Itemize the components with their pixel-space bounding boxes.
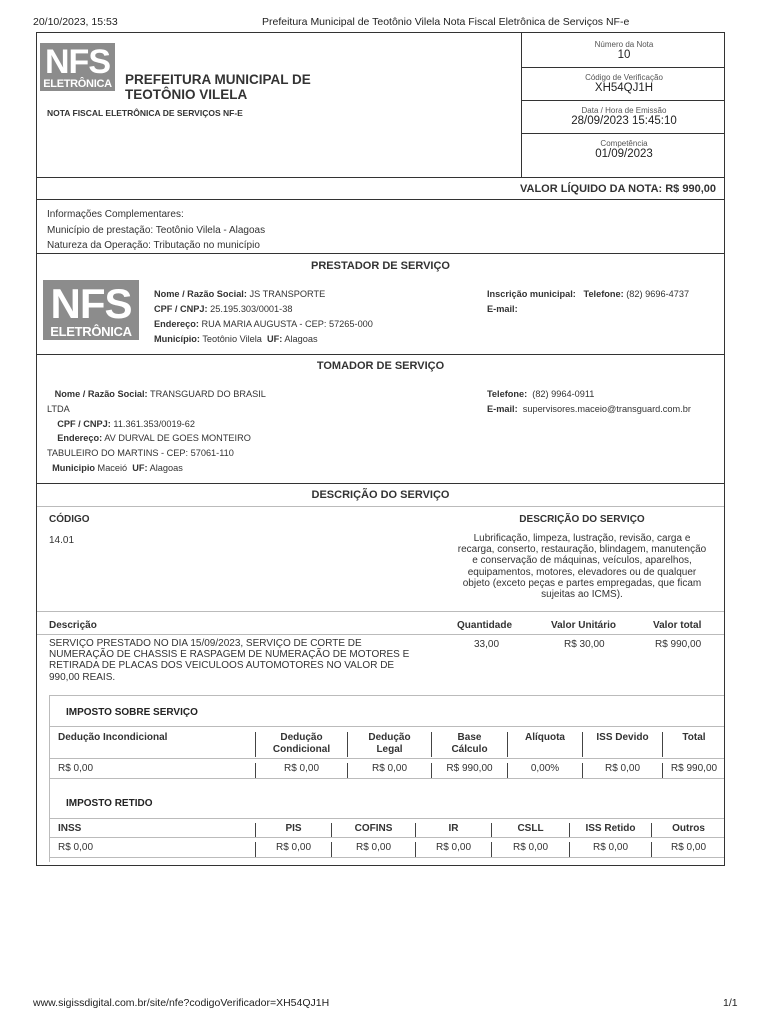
iss-value-4: 0,00% <box>507 763 582 778</box>
itens-quantidade-header: Quantidade <box>457 620 513 631</box>
iss-title: IMPOSTO SOBRE SERVIÇO <box>66 707 198 718</box>
codigo-verificacao: Código de Verificação XH54QJ1H <box>585 73 663 94</box>
iss-header-3: Base Cálculo <box>431 732 507 757</box>
item-valor-total: R$ 990,00 <box>655 639 702 650</box>
retido-header-6: Outros <box>651 823 725 837</box>
prestador-endereco: RUA MARIA AUGUSTA - CEP: 57265-000 <box>201 319 373 329</box>
numero-nota: Número da Nota 10 <box>594 40 654 61</box>
retido-value-1: R$ 0,00 <box>255 842 331 857</box>
iss-value-2: R$ 0,00 <box>347 763 431 778</box>
tomador-nome: TRANSGUARD DO BRASIL <box>149 389 266 399</box>
retido-value-5: R$ 0,00 <box>569 842 651 857</box>
retido-header-1: PIS <box>255 823 331 837</box>
retido-value-0: R$ 0,00 <box>58 842 94 853</box>
valor-liquido: VALOR LÍQUIDO DA NOTA: R$ 990,00 <box>520 183 716 195</box>
item-descricao-line: NUMERAÇÃO DE CHASSIS E RASPAGEM DE NUMERAÇÃO DE MOTORES E <box>49 649 410 661</box>
retido-header-3: IR <box>415 823 491 837</box>
descricao-line: Lubrificação, limpeza, lustração, revisão, carga e <box>473 533 691 544</box>
descricao-line: equipamentos, motores, elevadores ou de qualquer <box>467 566 697 578</box>
retido-value-3: R$ 0,00 <box>415 842 491 857</box>
iss-value-6: R$ 990,00 <box>662 763 725 778</box>
iss-value-1: R$ 0,00 <box>255 763 347 778</box>
itens-valor-total-header: Valor total <box>653 620 702 631</box>
iss-value-0: R$ 0,00 <box>58 763 94 774</box>
data-emissao: Data / Hora de Emissão 28/09/2023 15:45:10 <box>571 106 677 127</box>
competencia: Competência 01/09/2023 <box>595 139 653 160</box>
retido-header-2: COFINS <box>331 823 415 837</box>
item-quantidade: 33,00 <box>474 639 500 650</box>
descricao-line: objeto (exceto peças e partes empregadas, que ficam <box>462 577 702 589</box>
prefeitura-name: PREFEITURA MUNICIPAL DE TEOTÔNIO VILELA <box>125 72 311 102</box>
footer-page: 1/1 <box>723 997 738 1009</box>
iss-header-1: Dedução Condicional <box>255 732 347 757</box>
item-descricao <box>49 638 409 683</box>
retido-value-6: R$ 0,00 <box>651 842 725 857</box>
tomador-email: supervisores.maceio@transguard.com.br <box>522 404 691 414</box>
prestador-cnpj: 25.195.303/0001-38 <box>210 304 293 314</box>
doc-subtitle: NOTA FISCAL ELETRÔNICA DE SERVIÇOS NF-E <box>47 108 243 118</box>
informacoes-complementares: Informações Complementares: Município de prestação: Teotônio Vilela - Alagoas Natureza da Operação: Tributação no município <box>47 209 266 251</box>
iss-header-4: Alíquota <box>507 732 582 757</box>
tomador-section-title: TOMADOR DE SERVIÇO <box>316 360 445 372</box>
descricao-texto <box>442 533 722 600</box>
retido-header-0: INSS <box>58 823 82 834</box>
tomador-info: Nome / Razão Social: TRANSGUARD DO BRASIL LTDA CPF / CNPJ: 11.361.353/0019-62 Endereço: AV DURVAL DE GOES MONTEIRO TABULEIRO DO MARTINS - CEP: 57061-110 Municipio Maceió UF: Alagoas <box>47 389 266 473</box>
iss-header-0: Dedução Incondicional <box>58 732 168 743</box>
iss-value-3: R$ 990,00 <box>431 763 507 778</box>
item-descricao-line: 990,00 REAIS. <box>49 671 116 683</box>
print-title: Prefeitura Municipal de Teotônio Vilela Nota Fiscal Eletrônica de Serviços NF-e <box>262 16 630 28</box>
retido-value-2: R$ 0,00 <box>331 842 415 857</box>
tomador-contato: Telefone: (82) 9964-0911 E-mail: supervisores.maceio@transguard.com.br <box>487 389 691 414</box>
descricao-line: sujeitas ao ICMS). <box>541 589 623 601</box>
retido-value-4: R$ 0,00 <box>491 842 569 857</box>
nfs-logo: NFS ELETRÔNICA <box>40 43 115 91</box>
descricao-line: recarga, conserto, restauração, blindagem, manutenção <box>457 544 707 556</box>
item-valor-unitario: R$ 30,00 <box>564 639 605 650</box>
nota-fiscal-document <box>36 32 725 866</box>
item-descricao-line: RETIRADA DE PLACAS DOS VEICULOOS AUTOMOTORES NO VALOR DE <box>49 660 395 672</box>
codigo-servico: 14.01 <box>49 535 75 546</box>
iss-header-2: Dedução Legal <box>347 732 431 757</box>
retido-header-5: ISS Retido <box>569 823 651 837</box>
itens-descricao-header: Descrição <box>49 620 97 631</box>
nfs-logo-prestador: NFS ELETRÔNICA <box>43 280 139 340</box>
iss-value-5: R$ 0,00 <box>582 763 662 778</box>
prestador-info: Nome / Razão Social: JS TRANSPORTE CPF / CNPJ: 25.195.303/0001-38 Endereço: RUA MARIA AUGUSTA - CEP: 57265-000 Município: Teotônio Vilela UF: Alagoas <box>154 289 373 344</box>
tomador-cnpj: 11.361.353/0019-62 <box>113 418 195 429</box>
print-datetime: 20/10/2023, 15:53 <box>33 16 118 28</box>
prestador-section-title: PRESTADOR DE SERVIÇO <box>311 260 450 272</box>
descricao-section-title: DESCRIÇÃO DO SERVIÇO <box>311 489 450 501</box>
prestador-nome: JS TRANSPORTE <box>249 289 326 299</box>
impostos-box <box>49 695 724 862</box>
retido-title: IMPOSTO RETIDO <box>66 798 153 809</box>
descricao-line: e conservação de máquinas, veículos, aparelhos, <box>472 555 692 567</box>
codigo-header: CÓDIGO <box>49 514 90 525</box>
footer-url: www.sigissdigital.com.br/site/nfe?codigoVerificador=XH54QJ1H <box>33 997 330 1009</box>
itens-valor-unitario-header: Valor Unitário <box>551 620 617 631</box>
iss-header-6: Total <box>662 732 725 757</box>
retido-header-4: CSLL <box>491 823 569 837</box>
iss-header-5: ISS Devido <box>582 732 662 757</box>
item-descricao-line: SERVIÇO PRESTADO NO DIA 15/09/2023, SERVIÇO DE CORTE DE <box>49 638 362 649</box>
prestador-contato: Inscrição municipal: Telefone: (82) 9696-4737 E-mail: <box>487 289 690 314</box>
descricao-header: DESCRIÇÃO DO SERVIÇO <box>519 514 645 525</box>
